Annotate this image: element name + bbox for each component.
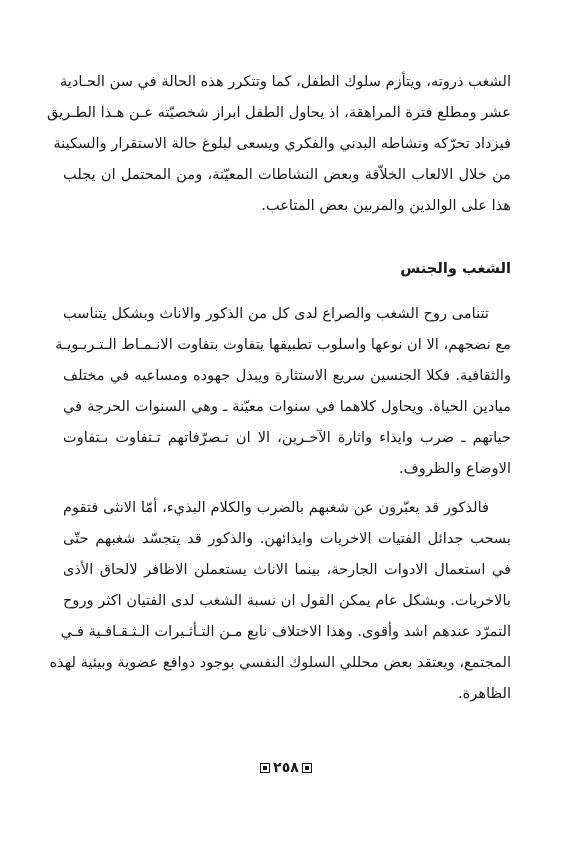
text-line: ميادين الحياة. ويحاول كلاهما في سنوات معيّنة ـ وهي السنوات الحرجة في — [63, 398, 511, 415]
text-line: حياتهم ـ ضرب وايذاء واثارة الآخـرين، الا ان تـصرّفاتهم تـتفاوت بـتفاوت — [63, 429, 511, 446]
intro-paragraph — [46, 66, 511, 221]
text-line: الشغب ذروته، ويتأزم سلوك الطفل، كما وتتكرر هذه الحالة في سن الحـادية — [59, 73, 511, 90]
page-footer — [0, 760, 572, 776]
text-line: بالاخريات. وبشكل عام يمكن القول ان نسبة الشغب لدى الفتيان اكثر وروح — [63, 592, 511, 609]
page-number: ٢٥٨ — [273, 760, 299, 776]
square-ornament-icon — [302, 763, 312, 773]
text-line: في استعمال الادوات الجارحة، بينما الاناث يستعملن الاظافر لالحاق الأذى — [63, 561, 511, 578]
text-line: تتنامى روح الشغب والصراع لدى كل من الذكور والاناث وبشكل يتناسب — [62, 305, 489, 322]
text-line: عشر ومطلع فترة المراهقة، اذ يحاول الطفل ابراز شخصيّته عـن هـذا الطـريق — [46, 104, 511, 121]
text-line: الاوضاع والظروف. — [399, 460, 511, 477]
text-line: بسحب جدائل الفتيات الاخريات وايذائهن. والذكور قد يتجسّد شغبهم حتّى — [63, 530, 511, 547]
text-line: هذا على الوالدين والمربين بعض المتاعب. — [261, 197, 511, 214]
text-line: المجتمع، ويعتقد بعض محللي السلوك النفسي بوجود دوافع عضوية وبيئية لهذه — [49, 654, 511, 671]
text-line: والثقافية. فكلا الجنسين سريع الاستثارة ويبذل جهوده ومساعيه في مختلف — [63, 367, 511, 384]
paragraph-three — [49, 492, 511, 709]
text-line: مع نضجهم، الا ان نوعها واسلوب تطبيقها يتفاوت بتفاوت الانـمـاط الـتـربـويـة — [55, 336, 511, 353]
text-line: من خلال الالعاب الخلاّقة وبعض النشاطات المعيّنة، ومن المحتمل ان يجلب — [63, 166, 511, 183]
text-line: التمرّد عندهم اشد وأقوى. وهذا الاختلاف نابع مـن التـأثـيرات الـثـقـافـية فـي — [60, 623, 511, 640]
paragraph-two — [55, 298, 511, 484]
section-heading: الشغب والجنس — [400, 260, 511, 277]
square-ornament-icon — [260, 763, 270, 773]
text-line: الظاهرة. — [458, 685, 511, 702]
page-body — [46, 66, 511, 709]
text-line: فيزداد تحرّكه ونشاطه البدني والفكري ويسعى لبلوغ حالة الاستقرار والسكينة — [53, 135, 511, 152]
text-line: فالذكور قد يعبّرون عن شغبهم بالضرب والكلام البذيء، أمّا الانثى فتقوم — [63, 499, 489, 516]
